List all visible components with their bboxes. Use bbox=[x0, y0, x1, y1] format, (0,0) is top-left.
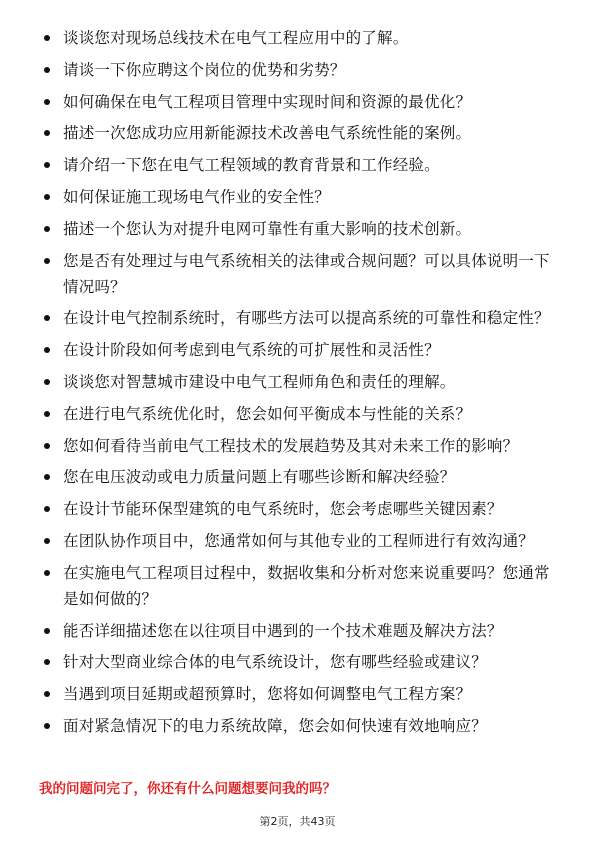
closing-question: 我的问题问完了，你还有什么问题想要问我的吗？ bbox=[39, 781, 336, 797]
bullet-icon bbox=[44, 506, 50, 512]
page-number-footer: 第2页，共43页 bbox=[259, 815, 336, 828]
question-text: 您在电压波动或电力质量问题上有哪些诊断和解决经验？ bbox=[63, 468, 456, 487]
list-item bbox=[63, 464, 553, 490]
bullet-icon bbox=[44, 411, 50, 417]
question-text: 谈谈您对智慧城市建设中电气工程师角色和责任的理解。 bbox=[63, 372, 456, 391]
question-text: 能否详细描述您在以往项目中遇到的一个技术难题及解决方法？ bbox=[63, 621, 503, 640]
question-text: 针对大型商业综合体的电气系统设计，您有哪些经验或建议？ bbox=[63, 653, 487, 672]
bullet-icon bbox=[44, 194, 50, 200]
question-text: 请介绍一下您在电气工程领域的教育背景和工作经验。 bbox=[63, 156, 440, 175]
list-item bbox=[63, 248, 553, 300]
question-text: 描述一个您认为对提升电网可靠性有重大影响的技术创新。 bbox=[63, 219, 472, 238]
question-text: 您如何看待当前电气工程技术的发展趋势及其对未来工作的影响？ bbox=[63, 436, 519, 455]
list-item bbox=[63, 528, 553, 554]
list-item bbox=[63, 57, 553, 83]
bullet-icon bbox=[44, 474, 50, 480]
question-list bbox=[63, 25, 553, 745]
bullet-icon bbox=[44, 723, 50, 729]
bullet-icon bbox=[44, 628, 50, 634]
list-item bbox=[63, 184, 553, 210]
question-text: 请谈一下你应聘这个岗位的优势和劣势？ bbox=[63, 60, 346, 79]
list-item bbox=[63, 433, 553, 459]
list-item bbox=[63, 120, 553, 146]
question-text: 在设计节能环保型建筑的电气系统时，您会考虑哪些关键因素？ bbox=[63, 500, 503, 519]
question-text: 面对紧急情况下的电力系统故障，您会如何快速有效地响应？ bbox=[63, 716, 487, 735]
list-item bbox=[63, 305, 553, 331]
bullet-icon bbox=[44, 443, 50, 449]
list-item bbox=[63, 369, 553, 395]
list-item bbox=[63, 713, 553, 739]
list-item bbox=[63, 496, 553, 522]
bullet-icon bbox=[44, 226, 50, 232]
question-text: 如何保证施工现场电气作业的安全性？ bbox=[63, 187, 330, 206]
bullet-icon bbox=[44, 162, 50, 168]
question-text: 在设计电气控制系统时，有哪些方法可以提高系统的可靠性和稳定性？ bbox=[63, 309, 550, 328]
question-text: 当遇到项目延期或超预算时，您将如何调整电气工程方案？ bbox=[63, 685, 472, 704]
question-text: 描述一次您成功应用新能源技术改善电气系统性能的案例。 bbox=[63, 124, 472, 143]
list-item bbox=[63, 560, 553, 612]
list-item bbox=[63, 401, 553, 427]
bullet-icon bbox=[44, 35, 50, 41]
list-item bbox=[63, 25, 553, 51]
list-item bbox=[63, 649, 553, 675]
question-text: 您是否有处理过与电气系统相关的法律或合规问题？可以具体说明一下情况吗？ bbox=[63, 251, 550, 296]
bullet-icon bbox=[44, 659, 50, 665]
bullet-icon bbox=[44, 570, 50, 576]
question-text: 在设计阶段如何考虑到电气系统的可扩展性和灵活性？ bbox=[63, 341, 440, 360]
bullet-icon bbox=[44, 130, 50, 136]
list-item bbox=[63, 216, 553, 242]
question-text: 在团队协作项目中，您通常如何与其他专业的工程师进行有效沟通？ bbox=[63, 531, 535, 550]
bullet-icon bbox=[44, 258, 50, 264]
question-text: 在实施电气工程项目过程中，数据收集和分析对您来说重要吗？您通常是如何做的？ bbox=[63, 563, 550, 608]
bullet-icon bbox=[44, 538, 50, 544]
question-text: 在进行电气系统优化时，您会如何平衡成本与性能的关系？ bbox=[63, 404, 472, 423]
list-item bbox=[63, 89, 553, 115]
bullet-icon bbox=[44, 67, 50, 73]
bullet-icon bbox=[44, 379, 50, 385]
list-item bbox=[63, 152, 553, 178]
question-text: 如何确保在电气工程项目管理中实现时间和资源的最优化？ bbox=[63, 92, 472, 111]
bullet-icon bbox=[44, 691, 50, 697]
list-item bbox=[63, 618, 553, 644]
bullet-icon bbox=[44, 315, 50, 321]
list-item bbox=[63, 337, 553, 363]
question-text: 谈谈您对现场总线技术在电气工程应用中的了解。 bbox=[63, 29, 409, 47]
bullet-icon bbox=[44, 99, 50, 105]
list-item bbox=[63, 681, 553, 707]
bullet-icon bbox=[44, 347, 50, 353]
